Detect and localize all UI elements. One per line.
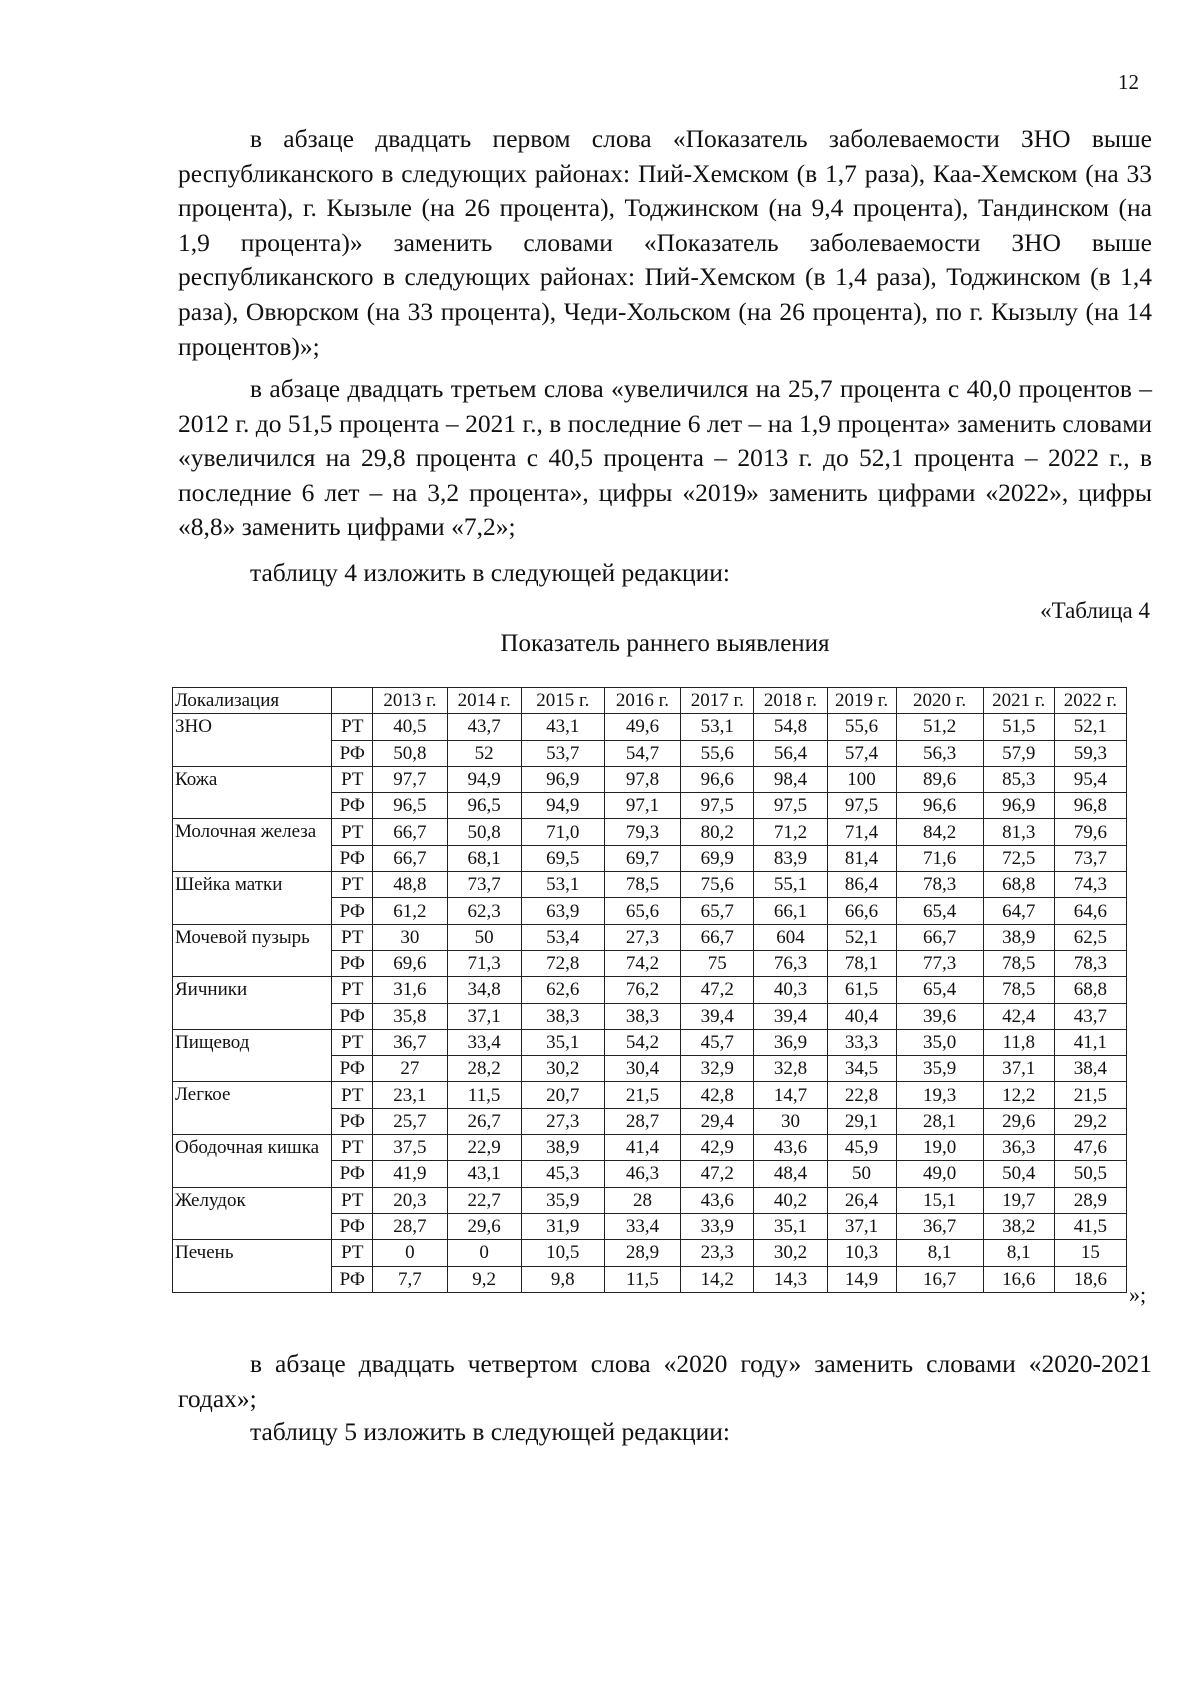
value-cell: 38,3 bbox=[604, 1003, 680, 1029]
value-cell: 38,9 bbox=[983, 924, 1054, 950]
value-cell: 69,7 bbox=[604, 845, 680, 871]
value-cell: 29,1 bbox=[827, 1108, 896, 1134]
value-cell: 41,1 bbox=[1054, 1029, 1126, 1055]
value-cell: 36,7 bbox=[896, 1213, 983, 1239]
value-cell: 56,4 bbox=[754, 740, 827, 766]
value-cell: 71,0 bbox=[521, 819, 604, 845]
value-cell: 98,4 bbox=[754, 766, 827, 792]
value-cell: 96,9 bbox=[983, 793, 1054, 819]
region-cell: РФ bbox=[332, 1108, 373, 1134]
value-cell: 69,6 bbox=[373, 950, 447, 976]
value-cell: 20,7 bbox=[521, 1082, 604, 1108]
value-cell: 97,5 bbox=[827, 793, 896, 819]
value-cell: 28,9 bbox=[1054, 1187, 1126, 1213]
value-cell: 26,7 bbox=[447, 1108, 521, 1134]
value-cell: 36,3 bbox=[983, 1135, 1054, 1161]
value-cell: 48,4 bbox=[754, 1161, 827, 1187]
region-cell: РТ bbox=[332, 1187, 373, 1213]
value-cell: 28,7 bbox=[604, 1108, 680, 1134]
value-cell: 45,7 bbox=[681, 1029, 754, 1055]
header-localization: Локализация bbox=[173, 688, 332, 714]
value-cell: 94,9 bbox=[447, 766, 521, 792]
value-cell: 30 bbox=[373, 924, 447, 950]
value-cell: 97,5 bbox=[681, 793, 754, 819]
early-detection-table bbox=[172, 687, 1127, 1293]
value-cell: 40,2 bbox=[754, 1187, 827, 1213]
value-cell: 27,3 bbox=[521, 1108, 604, 1134]
value-cell: 7,7 bbox=[373, 1266, 447, 1292]
value-cell: 43,6 bbox=[754, 1135, 827, 1161]
table-row bbox=[173, 872, 1127, 898]
page-number: 12 bbox=[1118, 70, 1139, 94]
value-cell: 14,7 bbox=[754, 1082, 827, 1108]
header-year: 2021 г. bbox=[983, 688, 1054, 714]
value-cell: 47,2 bbox=[681, 977, 754, 1003]
table-row bbox=[173, 766, 1127, 792]
value-cell: 14,2 bbox=[681, 1266, 754, 1292]
value-cell: 43,7 bbox=[447, 714, 521, 740]
value-cell: 72,5 bbox=[983, 845, 1054, 871]
value-cell: 50 bbox=[827, 1161, 896, 1187]
region-cell: РТ bbox=[332, 766, 373, 792]
value-cell: 11,8 bbox=[983, 1029, 1054, 1055]
value-cell: 23,3 bbox=[681, 1240, 754, 1266]
value-cell: 84,2 bbox=[896, 819, 983, 845]
value-cell: 65,6 bbox=[604, 898, 680, 924]
value-cell: 50 bbox=[447, 924, 521, 950]
value-cell: 78,3 bbox=[1054, 950, 1126, 976]
table-row bbox=[173, 714, 1127, 740]
value-cell: 71,6 bbox=[896, 845, 983, 871]
value-cell: 56,3 bbox=[896, 740, 983, 766]
value-cell: 19,0 bbox=[896, 1135, 983, 1161]
value-cell: 45,9 bbox=[827, 1135, 896, 1161]
value-cell: 42,9 bbox=[681, 1135, 754, 1161]
value-cell: 12,2 bbox=[983, 1082, 1054, 1108]
value-cell: 9,8 bbox=[521, 1266, 604, 1292]
localization-cell: Шейка матки bbox=[173, 872, 332, 925]
value-cell: 76,3 bbox=[754, 950, 827, 976]
paragraph-table5-intro: таблицу 5 изложить в следующей редакции: bbox=[250, 1417, 730, 1446]
value-cell: 54,2 bbox=[604, 1029, 680, 1055]
value-cell: 53,7 bbox=[521, 740, 604, 766]
value-cell: 65,7 bbox=[681, 898, 754, 924]
value-cell: 29,6 bbox=[447, 1213, 521, 1239]
value-cell: 41,9 bbox=[373, 1161, 447, 1187]
value-cell: 50,8 bbox=[447, 819, 521, 845]
value-cell: 25,7 bbox=[373, 1108, 447, 1134]
region-cell: РТ bbox=[332, 1082, 373, 1108]
value-cell: 43,7 bbox=[1054, 1003, 1126, 1029]
value-cell: 29,6 bbox=[983, 1108, 1054, 1134]
region-cell: РТ bbox=[332, 1240, 373, 1266]
value-cell: 100 bbox=[827, 766, 896, 792]
value-cell: 16,7 bbox=[896, 1266, 983, 1292]
value-cell: 41,4 bbox=[604, 1135, 680, 1161]
value-cell: 75 bbox=[681, 950, 754, 976]
value-cell: 97,1 bbox=[604, 793, 680, 819]
localization-cell: ЗНО bbox=[173, 714, 332, 767]
value-cell: 78,5 bbox=[604, 872, 680, 898]
value-cell: 96,9 bbox=[521, 766, 604, 792]
value-cell: 10,5 bbox=[521, 1240, 604, 1266]
value-cell: 40,3 bbox=[754, 977, 827, 1003]
value-cell: 31,9 bbox=[521, 1213, 604, 1239]
value-cell: 69,5 bbox=[521, 845, 604, 871]
localization-cell: Яичники bbox=[173, 977, 332, 1030]
value-cell: 30,4 bbox=[604, 1056, 680, 1082]
value-cell: 0 bbox=[447, 1240, 521, 1266]
value-cell: 97,7 bbox=[373, 766, 447, 792]
value-cell: 55,1 bbox=[754, 872, 827, 898]
value-cell: 78,1 bbox=[827, 950, 896, 976]
region-cell: РФ bbox=[332, 1266, 373, 1292]
value-cell: 66,7 bbox=[896, 924, 983, 950]
header-year: 2014 г. bbox=[447, 688, 521, 714]
value-cell: 51,2 bbox=[896, 714, 983, 740]
value-cell: 78,3 bbox=[896, 872, 983, 898]
value-cell: 8,1 bbox=[983, 1240, 1054, 1266]
value-cell: 63,9 bbox=[521, 898, 604, 924]
region-cell: РТ bbox=[332, 1135, 373, 1161]
value-cell: 62,6 bbox=[521, 977, 604, 1003]
value-cell: 33,4 bbox=[604, 1213, 680, 1239]
value-cell: 38,2 bbox=[983, 1213, 1054, 1239]
value-cell: 28,1 bbox=[896, 1108, 983, 1134]
value-cell: 66,6 bbox=[827, 898, 896, 924]
value-cell: 28,7 bbox=[373, 1213, 447, 1239]
value-cell: 20,3 bbox=[373, 1187, 447, 1213]
value-cell: 38,4 bbox=[1054, 1056, 1126, 1082]
value-cell: 40,5 bbox=[373, 714, 447, 740]
value-cell: 38,9 bbox=[521, 1135, 604, 1161]
value-cell: 34,5 bbox=[827, 1056, 896, 1082]
region-cell: РФ bbox=[332, 1213, 373, 1239]
localization-cell: Легкое bbox=[173, 1082, 332, 1135]
value-cell: 46,3 bbox=[604, 1161, 680, 1187]
value-cell: 68,8 bbox=[1054, 977, 1126, 1003]
value-cell: 78,5 bbox=[983, 977, 1054, 1003]
value-cell: 15 bbox=[1054, 1240, 1126, 1266]
value-cell: 22,9 bbox=[447, 1135, 521, 1161]
value-cell: 81,3 bbox=[983, 819, 1054, 845]
value-cell: 42,4 bbox=[983, 1003, 1054, 1029]
value-cell: 28 bbox=[604, 1187, 680, 1213]
value-cell: 604 bbox=[754, 924, 827, 950]
value-cell: 52,1 bbox=[1054, 714, 1126, 740]
value-cell: 26,4 bbox=[827, 1187, 896, 1213]
header-year: 2016 г. bbox=[604, 688, 680, 714]
value-cell: 42,8 bbox=[681, 1082, 754, 1108]
table-row bbox=[173, 1187, 1127, 1213]
value-cell: 50,5 bbox=[1054, 1161, 1126, 1187]
value-cell: 27 bbox=[373, 1056, 447, 1082]
table-row bbox=[173, 1135, 1127, 1161]
localization-cell: Молочная железа bbox=[173, 819, 332, 872]
value-cell: 62,5 bbox=[1054, 924, 1126, 950]
header-year: 2022 г. bbox=[1054, 688, 1126, 714]
value-cell: 38,3 bbox=[521, 1003, 604, 1029]
value-cell: 36,9 bbox=[754, 1029, 827, 1055]
value-cell: 96,6 bbox=[681, 766, 754, 792]
value-cell: 96,6 bbox=[896, 793, 983, 819]
region-cell: РТ bbox=[332, 1029, 373, 1055]
header-year: 2013 г. bbox=[373, 688, 447, 714]
value-cell: 71,2 bbox=[754, 819, 827, 845]
value-cell: 96,8 bbox=[1054, 793, 1126, 819]
value-cell: 0 bbox=[373, 1240, 447, 1266]
value-cell: 62,3 bbox=[447, 898, 521, 924]
table-title: Показатель раннего выявления bbox=[500, 630, 830, 657]
value-cell: 16,6 bbox=[983, 1266, 1054, 1292]
value-cell: 43,1 bbox=[447, 1161, 521, 1187]
value-cell: 10,3 bbox=[827, 1240, 896, 1266]
value-cell: 45,3 bbox=[521, 1161, 604, 1187]
value-cell: 49,0 bbox=[896, 1161, 983, 1187]
value-cell: 39,4 bbox=[681, 1003, 754, 1029]
table-row bbox=[173, 819, 1127, 845]
paragraph-table4-intro: таблицу 4 изложить в следующей редакции: bbox=[250, 558, 730, 587]
value-cell: 96,5 bbox=[373, 793, 447, 819]
table-end-mark: »; bbox=[1129, 1282, 1147, 1307]
localization-cell: Желудок bbox=[173, 1187, 332, 1240]
value-cell: 64,6 bbox=[1054, 898, 1126, 924]
value-cell: 29,4 bbox=[681, 1108, 754, 1134]
value-cell: 66,7 bbox=[373, 845, 447, 871]
value-cell: 53,4 bbox=[521, 924, 604, 950]
value-cell: 96,5 bbox=[447, 793, 521, 819]
table-caption: «Таблица 4 bbox=[1040, 598, 1150, 623]
value-cell: 68,8 bbox=[983, 872, 1054, 898]
value-cell: 71,3 bbox=[447, 950, 521, 976]
value-cell: 14,9 bbox=[827, 1266, 896, 1292]
region-cell: РТ bbox=[332, 714, 373, 740]
value-cell: 33,3 bbox=[827, 1029, 896, 1055]
region-cell: РФ bbox=[332, 950, 373, 976]
region-cell: РФ bbox=[332, 1161, 373, 1187]
header-year: 2017 г. bbox=[681, 688, 754, 714]
value-cell: 35,8 bbox=[373, 1003, 447, 1029]
value-cell: 43,1 bbox=[521, 714, 604, 740]
localization-cell: Мочевой пузырь bbox=[173, 924, 332, 977]
value-cell: 75,6 bbox=[681, 872, 754, 898]
header-year: 2020 г. bbox=[896, 688, 983, 714]
value-cell: 37,1 bbox=[827, 1213, 896, 1239]
value-cell: 94,9 bbox=[521, 793, 604, 819]
value-cell: 28,2 bbox=[447, 1056, 521, 1082]
value-cell: 50,8 bbox=[373, 740, 447, 766]
value-cell: 34,8 bbox=[447, 977, 521, 1003]
value-cell: 65,4 bbox=[896, 977, 983, 1003]
table-header-row bbox=[173, 688, 1127, 714]
value-cell: 30,2 bbox=[521, 1056, 604, 1082]
value-cell: 19,7 bbox=[983, 1187, 1054, 1213]
value-cell: 36,7 bbox=[373, 1029, 447, 1055]
value-cell: 37,1 bbox=[447, 1003, 521, 1029]
table-row bbox=[173, 977, 1127, 1003]
table-row bbox=[173, 924, 1127, 950]
value-cell: 73,7 bbox=[1054, 845, 1126, 871]
value-cell: 61,5 bbox=[827, 977, 896, 1003]
value-cell: 55,6 bbox=[681, 740, 754, 766]
value-cell: 37,5 bbox=[373, 1135, 447, 1161]
value-cell: 53,1 bbox=[681, 714, 754, 740]
value-cell: 19,3 bbox=[896, 1082, 983, 1108]
value-cell: 47,2 bbox=[681, 1161, 754, 1187]
value-cell: 64,7 bbox=[983, 898, 1054, 924]
table-row bbox=[173, 1029, 1127, 1055]
region-cell: РТ bbox=[332, 872, 373, 898]
value-cell: 79,3 bbox=[604, 819, 680, 845]
value-cell: 57,4 bbox=[827, 740, 896, 766]
value-cell: 50,4 bbox=[983, 1161, 1054, 1187]
value-cell: 11,5 bbox=[604, 1266, 680, 1292]
value-cell: 15,1 bbox=[896, 1187, 983, 1213]
localization-cell: Кожа bbox=[173, 766, 332, 819]
region-cell: РФ bbox=[332, 1003, 373, 1029]
value-cell: 55,6 bbox=[827, 714, 896, 740]
value-cell: 66,7 bbox=[681, 924, 754, 950]
localization-cell: Пищевод bbox=[173, 1029, 332, 1082]
value-cell: 39,4 bbox=[754, 1003, 827, 1029]
value-cell: 35,1 bbox=[521, 1029, 604, 1055]
value-cell: 69,9 bbox=[681, 845, 754, 871]
value-cell: 66,7 bbox=[373, 819, 447, 845]
value-cell: 27,3 bbox=[604, 924, 680, 950]
region-cell: РТ bbox=[332, 924, 373, 950]
value-cell: 32,9 bbox=[681, 1056, 754, 1082]
region-cell: РФ bbox=[332, 740, 373, 766]
localization-cell: Ободочная кишка bbox=[173, 1135, 332, 1188]
value-cell: 32,8 bbox=[754, 1056, 827, 1082]
value-cell: 22,7 bbox=[447, 1187, 521, 1213]
value-cell: 61,2 bbox=[373, 898, 447, 924]
value-cell: 33,9 bbox=[681, 1213, 754, 1239]
value-cell: 49,6 bbox=[604, 714, 680, 740]
value-cell: 74,3 bbox=[1054, 872, 1126, 898]
value-cell: 35,9 bbox=[896, 1056, 983, 1082]
region-cell: РТ bbox=[332, 819, 373, 845]
value-cell: 52,1 bbox=[827, 924, 896, 950]
value-cell: 97,8 bbox=[604, 766, 680, 792]
value-cell: 51,5 bbox=[983, 714, 1054, 740]
value-cell: 83,9 bbox=[754, 845, 827, 871]
value-cell: 35,9 bbox=[521, 1187, 604, 1213]
value-cell: 54,7 bbox=[604, 740, 680, 766]
value-cell: 31,6 bbox=[373, 977, 447, 1003]
region-cell: РТ bbox=[332, 977, 373, 1003]
value-cell: 80,2 bbox=[681, 819, 754, 845]
value-cell: 30,2 bbox=[754, 1240, 827, 1266]
table-row bbox=[173, 1082, 1127, 1108]
value-cell: 71,4 bbox=[827, 819, 896, 845]
header-year: 2018 г. bbox=[754, 688, 827, 714]
value-cell: 76,2 bbox=[604, 977, 680, 1003]
region-cell: РФ bbox=[332, 845, 373, 871]
value-cell: 43,6 bbox=[681, 1187, 754, 1213]
value-cell: 54,8 bbox=[754, 714, 827, 740]
header-year: 2019 г. bbox=[827, 688, 896, 714]
value-cell: 21,5 bbox=[604, 1082, 680, 1108]
value-cell: 41,5 bbox=[1054, 1213, 1126, 1239]
localization-cell: Печень bbox=[173, 1240, 332, 1293]
value-cell: 89,6 bbox=[896, 766, 983, 792]
value-cell: 30 bbox=[754, 1108, 827, 1134]
value-cell: 74,2 bbox=[604, 950, 680, 976]
value-cell: 11,5 bbox=[447, 1082, 521, 1108]
header-year: 2015 г. bbox=[521, 688, 604, 714]
region-cell: РФ bbox=[332, 1056, 373, 1082]
value-cell: 29,2 bbox=[1054, 1108, 1126, 1134]
paragraph-21st-abzats: в абзаце двадцать первом слова «Показатель заболеваемости ЗНО выше республиканского в следующих районах: Пий-Хемском (в 1,7 раза), Каа-Хемском (на 33 процента), г. Кызыле (на 26 процента), Тоджинском (на 9,4 процента), Тандинском (на 1,9 процента)» заменить словами «Показатель заболеваемости ЗНО выше республиканского в следующих районах: Пий-Хемском (в 1,4 раза), Тоджинском (в 1,4 раза), Овюрском (на 33 процента), Чеди-Хольском (на 26 процента), по г. Кызылу (на 14 процентов)»; bbox=[178, 124, 1152, 361]
value-cell: 86,4 bbox=[827, 872, 896, 898]
value-cell: 95,4 bbox=[1054, 766, 1126, 792]
value-cell: 8,1 bbox=[896, 1240, 983, 1266]
value-cell: 23,1 bbox=[373, 1082, 447, 1108]
value-cell: 52 bbox=[447, 740, 521, 766]
value-cell: 66,1 bbox=[754, 898, 827, 924]
region-cell: РФ bbox=[332, 898, 373, 924]
table-row bbox=[173, 1240, 1127, 1266]
header-region bbox=[332, 688, 373, 714]
value-cell: 77,3 bbox=[896, 950, 983, 976]
value-cell: 85,3 bbox=[983, 766, 1054, 792]
value-cell: 35,0 bbox=[896, 1029, 983, 1055]
value-cell: 14,3 bbox=[754, 1266, 827, 1292]
value-cell: 79,6 bbox=[1054, 819, 1126, 845]
value-cell: 35,1 bbox=[754, 1213, 827, 1239]
value-cell: 72,8 bbox=[521, 950, 604, 976]
value-cell: 21,5 bbox=[1054, 1082, 1126, 1108]
value-cell: 57,9 bbox=[983, 740, 1054, 766]
value-cell: 59,3 bbox=[1054, 740, 1126, 766]
paragraph-23rd-abzats: в абзаце двадцать третьем слова «увеличился на 25,7 процента с 40,0 процентов – 2012 г. до 51,5 процента – 2021 г., в последние 6 лет – на 1,9 процента» заменить словами «увеличился на 29,8 процента с 40,5 процента – 2013 г. до 52,1 процента – 2022 г., в последние 6 лет – на 3,2 процента», цифры «2019» заменить цифрами «2022», цифры «8,8» заменить цифрами «7,2»; bbox=[178, 374, 1152, 542]
value-cell: 81,4 bbox=[827, 845, 896, 871]
value-cell: 65,4 bbox=[896, 898, 983, 924]
value-cell: 39,6 bbox=[896, 1003, 983, 1029]
value-cell: 97,5 bbox=[754, 793, 827, 819]
table-body bbox=[173, 714, 1127, 1293]
value-cell: 37,1 bbox=[983, 1056, 1054, 1082]
value-cell: 9,2 bbox=[447, 1266, 521, 1292]
value-cell: 47,6 bbox=[1054, 1135, 1126, 1161]
paragraph-24th-abzats: в абзаце двадцать четвертом слова «2020 году» заменить словами «2020-2021 годах»; bbox=[178, 1349, 1152, 1413]
value-cell: 48,8 bbox=[373, 872, 447, 898]
value-cell: 40,4 bbox=[827, 1003, 896, 1029]
value-cell: 22,8 bbox=[827, 1082, 896, 1108]
value-cell: 53,1 bbox=[521, 872, 604, 898]
region-cell: РФ bbox=[332, 793, 373, 819]
value-cell: 68,1 bbox=[447, 845, 521, 871]
value-cell: 18,6 bbox=[1054, 1266, 1126, 1292]
value-cell: 78,5 bbox=[983, 950, 1054, 976]
value-cell: 33,4 bbox=[447, 1029, 521, 1055]
value-cell: 28,9 bbox=[604, 1240, 680, 1266]
value-cell: 73,7 bbox=[447, 872, 521, 898]
